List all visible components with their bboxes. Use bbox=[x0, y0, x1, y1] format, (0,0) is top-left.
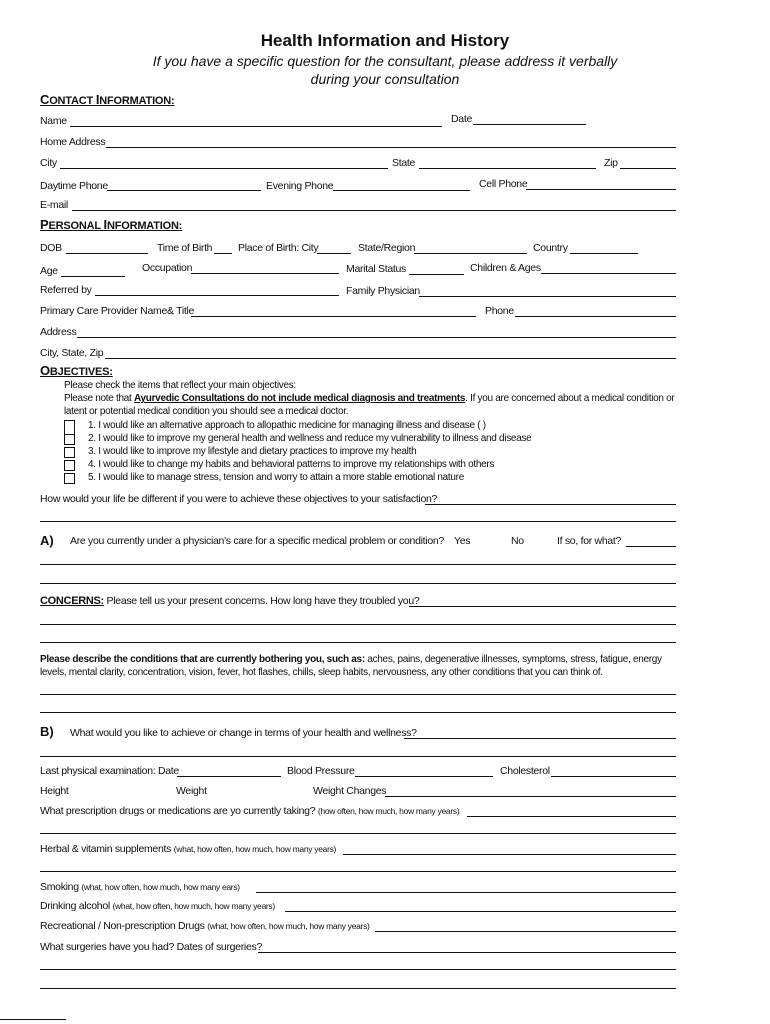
pcp-label: Primary Care Provider Name& Title bbox=[40, 305, 195, 317]
objectives-section-header: OBJECTIVES: bbox=[40, 363, 113, 378]
objective-3-checkbox[interactable] bbox=[64, 447, 75, 458]
life-question-label: How would your life be different if you were to achieve these objectives to your satisfaction? bbox=[40, 493, 438, 505]
home-address-label: Home Address bbox=[40, 136, 106, 148]
family-physician-label: Family Physician bbox=[346, 285, 420, 297]
place-of-birth-city-field[interactable] bbox=[317, 253, 351, 254]
prescription-field-2[interactable] bbox=[40, 833, 676, 834]
objective-5-checkbox[interactable] bbox=[64, 473, 75, 484]
state-region-field[interactable] bbox=[414, 253, 527, 254]
subtitle-line-2: during your consultation bbox=[310, 71, 460, 87]
subtitle-line-1: If you have a specific question for the consultant, please address it verbally bbox=[152, 53, 618, 69]
height-label: Height bbox=[40, 785, 69, 797]
surgeries-label: What surgeries have you had? Dates of surgeries? bbox=[40, 941, 262, 953]
time-of-birth-label: Time of Birth bbox=[157, 242, 213, 254]
herbal-label: Herbal & vitamin supplements (what, how often, how much, how many years) bbox=[40, 843, 337, 855]
evening-phone-label: Evening Phone bbox=[266, 180, 334, 192]
herbal-field[interactable] bbox=[343, 854, 676, 855]
referred-by-label: Referred by bbox=[40, 284, 92, 296]
herbal-field-2[interactable] bbox=[40, 871, 676, 872]
objective-4-label: 4. I would like to change my habits and behavioral patterns to improve my relationships with others bbox=[88, 459, 495, 470]
contact-section-header: CONTACT INFORMATION: bbox=[40, 92, 175, 107]
pcp-field[interactable] bbox=[191, 316, 476, 317]
zip-field[interactable] bbox=[620, 168, 676, 169]
blood-pressure-label: Blood Pressure bbox=[287, 765, 355, 777]
objective-1-checkbox[interactable] bbox=[64, 420, 75, 435]
last-exam-label: Last physical examination: Date bbox=[40, 765, 179, 777]
concerns-line bbox=[40, 595, 419, 608]
question-b-text: What would you like to achieve or change in terms of your health and wellness? bbox=[70, 727, 417, 739]
describe-conditions-line-2: levels, mental clarity, concentration, vision, fever, hot flashes, chills, sleep habits, nervousness, any other conditions that you can think of. bbox=[40, 667, 603, 678]
objectives-note: Please note that Ayurvedic Consultations do not include medical diagnosis and treatments. If you are concerned about a medical condition or bbox=[64, 393, 675, 404]
evening-phone-field[interactable] bbox=[333, 190, 470, 191]
blood-pressure-field[interactable] bbox=[355, 776, 493, 777]
conditions-field-2[interactable] bbox=[40, 712, 676, 713]
prescription-field[interactable] bbox=[467, 816, 676, 817]
question-a-field-3[interactable] bbox=[40, 583, 676, 584]
objective-4-checkbox[interactable] bbox=[64, 460, 75, 471]
recreational-label: Recreational / Non-prescription Drugs (what, how often, how much, how many years) bbox=[40, 920, 370, 932]
occupation-field[interactable] bbox=[191, 273, 339, 274]
objective-1-label: 1. I would like an alternative approach to allopathic medicine for managing illness and disease ( ) bbox=[88, 420, 486, 431]
page-title: Health Information and History bbox=[260, 31, 510, 50]
age-field[interactable] bbox=[61, 276, 125, 277]
personal-section-header: PERSONAL INFORMATION: bbox=[40, 217, 183, 232]
dob-field[interactable] bbox=[66, 253, 148, 254]
concerns-field-2[interactable] bbox=[40, 624, 676, 625]
smoking-field[interactable] bbox=[256, 892, 676, 893]
children-ages-field[interactable] bbox=[541, 273, 676, 274]
state-label: State bbox=[392, 157, 416, 169]
weight-changes-field[interactable] bbox=[385, 796, 676, 797]
country-field[interactable] bbox=[570, 253, 638, 254]
occupation-label: Occupation bbox=[142, 262, 193, 274]
address-label: Address bbox=[40, 326, 77, 338]
question-b-letter: B) bbox=[40, 724, 54, 739]
name-label: Name bbox=[40, 115, 67, 127]
weight-label: Weight bbox=[176, 785, 207, 797]
question-a-text: Are you currently under a physician's care for a specific medical problem or condition? bbox=[70, 535, 444, 547]
state-field[interactable] bbox=[419, 168, 596, 169]
daytime-phone-field[interactable] bbox=[107, 190, 261, 191]
cell-phone-field[interactable] bbox=[526, 189, 676, 190]
concerns-field[interactable] bbox=[409, 606, 676, 607]
question-a-yes[interactable]: Yes bbox=[454, 535, 471, 547]
city-state-zip-field[interactable] bbox=[105, 358, 676, 359]
phone-label: Phone bbox=[485, 305, 514, 317]
drinking-label: Drinking alcohol (what, how often, how much, how many years) bbox=[40, 900, 275, 912]
footer-rule bbox=[0, 1019, 66, 1020]
surgeries-field-3[interactable] bbox=[40, 988, 676, 989]
smoking-label: Smoking (what, how often, how much, how many ears) bbox=[40, 881, 240, 893]
name-field[interactable] bbox=[70, 126, 442, 127]
cell-phone-label: Cell Phone bbox=[479, 178, 528, 190]
date-label: Date bbox=[451, 113, 472, 125]
state-region-label: State/Region bbox=[358, 242, 416, 254]
phone-field[interactable] bbox=[515, 316, 676, 317]
date-field[interactable] bbox=[473, 124, 586, 125]
objective-3-label: 3. I would like to improve my lifestyle and dietary practices to improve my health bbox=[88, 446, 417, 457]
question-a-if-so-field[interactable] bbox=[626, 546, 676, 547]
question-a-letter: A) bbox=[40, 533, 54, 548]
life-question-field-2[interactable] bbox=[40, 521, 676, 522]
question-b-field-2[interactable] bbox=[40, 756, 676, 757]
recreational-field[interactable] bbox=[375, 931, 676, 932]
city-state-zip-label: City, State, Zip bbox=[40, 347, 104, 359]
marital-status-field[interactable] bbox=[409, 274, 464, 275]
concerns-field-3[interactable] bbox=[40, 642, 676, 643]
conditions-field[interactable] bbox=[40, 694, 676, 695]
place-of-birth-label: Place of Birth: City bbox=[238, 242, 319, 254]
prescription-label: What prescription drugs or medications are yo currently taking? (how often, how much, how many years) bbox=[40, 805, 460, 817]
objectives-note-line-2: latent or potential medical condition you should see a medical doctor. bbox=[64, 406, 349, 417]
time-of-birth-field[interactable] bbox=[214, 253, 232, 254]
concerns-question: Please tell us your present concerns. How long have they troubled you? bbox=[106, 595, 420, 607]
home-address-field[interactable] bbox=[106, 147, 676, 148]
describe-conditions: Please describe the conditions that are currently bothering you, such as: aches, pains, degenerative illnesses, symptoms, stress, fatigue, energy bbox=[40, 654, 662, 665]
cholesterol-field[interactable] bbox=[551, 776, 676, 777]
drinking-field[interactable] bbox=[285, 911, 676, 912]
question-b-field[interactable] bbox=[404, 738, 676, 739]
country-label: Country bbox=[533, 242, 568, 254]
referred-by-field[interactable] bbox=[95, 295, 339, 296]
email-label: E-mail bbox=[40, 199, 68, 211]
objectives-intro: Please check the items that reflect your main objectives: bbox=[64, 380, 296, 391]
dob-label: DOB bbox=[40, 242, 62, 254]
life-question-field[interactable] bbox=[425, 504, 676, 505]
question-a-if-so: If so, for what? bbox=[557, 535, 622, 547]
objective-2-checkbox[interactable] bbox=[64, 434, 75, 445]
objective-5-label: 5. I would like to manage stress, tension and worry to attain a more stable emotional nature bbox=[88, 472, 464, 483]
daytime-phone-label: Daytime Phone bbox=[40, 180, 108, 192]
marital-status-label: Marital Status bbox=[346, 263, 406, 275]
email-field[interactable] bbox=[72, 210, 676, 211]
zip-label: Zip bbox=[604, 157, 618, 169]
question-a-no[interactable]: No bbox=[511, 535, 524, 547]
surgeries-field-2[interactable] bbox=[40, 969, 676, 970]
question-a-field-2[interactable] bbox=[40, 564, 676, 565]
concerns-header: CONCERNS: bbox=[40, 595, 104, 607]
last-exam-field[interactable] bbox=[177, 776, 281, 777]
weight-changes-label: Weight Changes bbox=[313, 785, 387, 797]
cholesterol-label: Cholesterol bbox=[500, 765, 550, 777]
city-field[interactable] bbox=[60, 168, 388, 169]
surgeries-field[interactable] bbox=[258, 952, 676, 953]
family-physician-field[interactable] bbox=[419, 296, 676, 297]
city-label: City bbox=[40, 157, 57, 169]
children-ages-label: Children & Ages bbox=[470, 262, 541, 274]
objective-2-label: 2. I would like to improve my general health and wellness and reduce my vulnerability to illness and disease bbox=[88, 433, 532, 444]
address-field[interactable] bbox=[77, 337, 676, 338]
age-label: Age bbox=[40, 265, 58, 277]
